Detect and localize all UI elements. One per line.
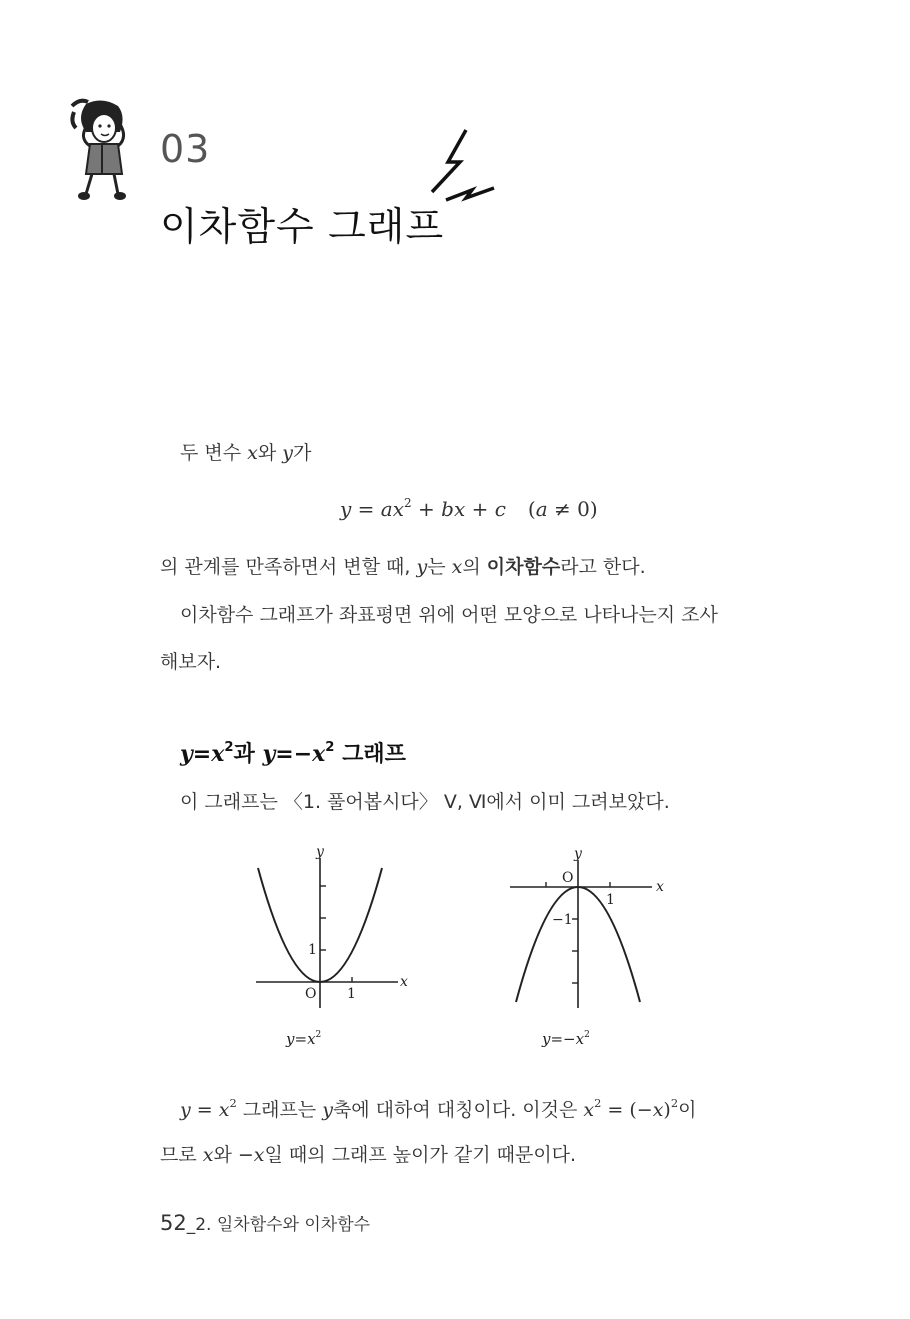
- para3-y-axis-var: y: [322, 1099, 333, 1121]
- caption-right-exp: 2: [584, 1029, 590, 1040]
- para3-eq-b: = (−: [601, 1099, 653, 1121]
- subheading-eq1: =: [192, 742, 212, 767]
- chapter-title: 이차함수 그래프: [160, 205, 445, 250]
- graph-y-equals-neg-x-squared: [506, 840, 676, 1015]
- subheading-x2: x: [312, 741, 326, 767]
- subheading-and: 과: [233, 742, 263, 767]
- intro-var-x: x: [247, 442, 258, 464]
- quadratic-formula: [340, 497, 598, 521]
- formula-cond-a: a: [535, 497, 548, 521]
- subheading-exp1: 2: [224, 739, 234, 755]
- subheading-y2: y: [262, 741, 276, 767]
- formula-eq: =: [351, 497, 381, 521]
- subheading-x1: x: [211, 741, 225, 767]
- intro-prefix: 두 변수: [180, 442, 248, 464]
- para3-mid: 와 −: [213, 1144, 254, 1166]
- lightning-icon: [426, 126, 498, 210]
- section-subheading: [180, 737, 406, 768]
- caption-left-eq: =: [294, 1030, 308, 1048]
- para3-line2: [160, 1140, 576, 1167]
- girl-illustration: [66, 98, 138, 206]
- formula-y: y: [340, 497, 352, 521]
- formula-c: c: [494, 497, 506, 521]
- page-footer: [160, 1210, 370, 1235]
- formula-plus1: +: [411, 497, 442, 521]
- sub-paragraph: 이 그래프는 〈1. 풀어봅시다〉 Ⅴ, Ⅵ에서 이미 그려보았다.: [180, 791, 670, 813]
- caption-right-eq: =−: [550, 1030, 576, 1048]
- relation-prefix: 의 관계를 만족하면서 변할 때,: [160, 556, 417, 578]
- subheading-eq2: =−: [275, 742, 313, 767]
- origin-label: O: [562, 870, 574, 886]
- para3-close: ): [663, 1099, 671, 1121]
- relation-bold-term: 이차함수: [486, 556, 561, 578]
- para3-exp: 2: [229, 1095, 237, 1110]
- intro-mid: 와: [257, 442, 283, 464]
- para3-part2: 축에 대하여 대칭이다. 이것은: [332, 1099, 584, 1121]
- graph-left-caption: [286, 1030, 321, 1048]
- intro-var-y: y: [282, 442, 294, 464]
- tick-label-x: 1: [606, 892, 615, 908]
- intro-suffix: 가: [293, 442, 312, 464]
- subheading-suffix: 그래프: [334, 742, 406, 767]
- caption-right-x: x: [575, 1030, 585, 1048]
- formula-x2: x: [453, 497, 466, 521]
- para3-tail1: 이: [678, 1099, 697, 1121]
- formula-plus2: +: [465, 497, 495, 521]
- formula-exp: 2: [404, 495, 412, 510]
- para3-x-b: x: [583, 1099, 595, 1121]
- formula-cond-open: (: [527, 497, 536, 521]
- para3-line2-suffix: 일 때의 그래프 높이가 같기 때문이다.: [264, 1144, 577, 1166]
- axis-label-x: x: [400, 974, 408, 990]
- caption-left-y: y: [286, 1030, 295, 1048]
- relation-var-x: x: [451, 556, 463, 578]
- axis-label-y: y: [316, 844, 324, 860]
- relation-mid2: 의: [462, 556, 487, 578]
- relation-var-y: y: [416, 556, 428, 578]
- chapter-number: 03: [160, 127, 211, 171]
- para3-exp-b: 2: [594, 1095, 602, 1110]
- formula-a: a: [380, 497, 393, 521]
- tick-label-y: −1: [552, 912, 573, 928]
- para3-x-c: x: [652, 1099, 664, 1121]
- para3-line2-prefix: 므로: [160, 1144, 203, 1166]
- para3-exp-c: 2: [670, 1095, 679, 1110]
- subheading-exp2: 2: [325, 739, 335, 755]
- graph-right-caption: [542, 1030, 590, 1048]
- para2-line1: 이차함수 그래프가 좌표평면 위에 어떤 모양으로 나타나는지 조사: [180, 604, 718, 626]
- para3-x-e: x: [253, 1144, 265, 1166]
- graph-y-equals-x-squared: [250, 840, 420, 1015]
- caption-left-exp: 2: [315, 1029, 322, 1040]
- intro-text: [180, 438, 311, 465]
- origin-label: O: [305, 986, 317, 1002]
- footer-separator: _: [186, 1215, 196, 1235]
- relation-mid1: 는: [427, 556, 452, 578]
- para3-eq: =: [190, 1099, 219, 1121]
- axis-label-x: x: [656, 879, 664, 895]
- para3-x: x: [218, 1099, 230, 1121]
- footer-section: 2. 일차함수와 이차함수: [195, 1215, 371, 1235]
- tick-label-x: 1: [347, 986, 356, 1002]
- subheading-y1: y: [180, 741, 193, 767]
- page-number: 52: [160, 1211, 187, 1235]
- para3-line1: [180, 1095, 696, 1122]
- formula-x1: x: [392, 497, 405, 521]
- para3-x-d: x: [202, 1144, 214, 1166]
- caption-left-x: x: [307, 1030, 316, 1048]
- para2-line2: 해보자.: [160, 651, 222, 673]
- para3-y: y: [180, 1099, 191, 1121]
- axis-label-y: y: [574, 846, 582, 862]
- formula-b: b: [441, 497, 454, 521]
- relation-suffix: 라고 한다.: [560, 556, 646, 578]
- caption-right-y: y: [542, 1030, 551, 1048]
- para3-part1: 그래프는: [236, 1099, 323, 1121]
- formula-cond-rest: ≠ 0): [547, 497, 598, 521]
- tick-label-y: 1: [308, 942, 317, 958]
- relation-text: [160, 552, 646, 579]
